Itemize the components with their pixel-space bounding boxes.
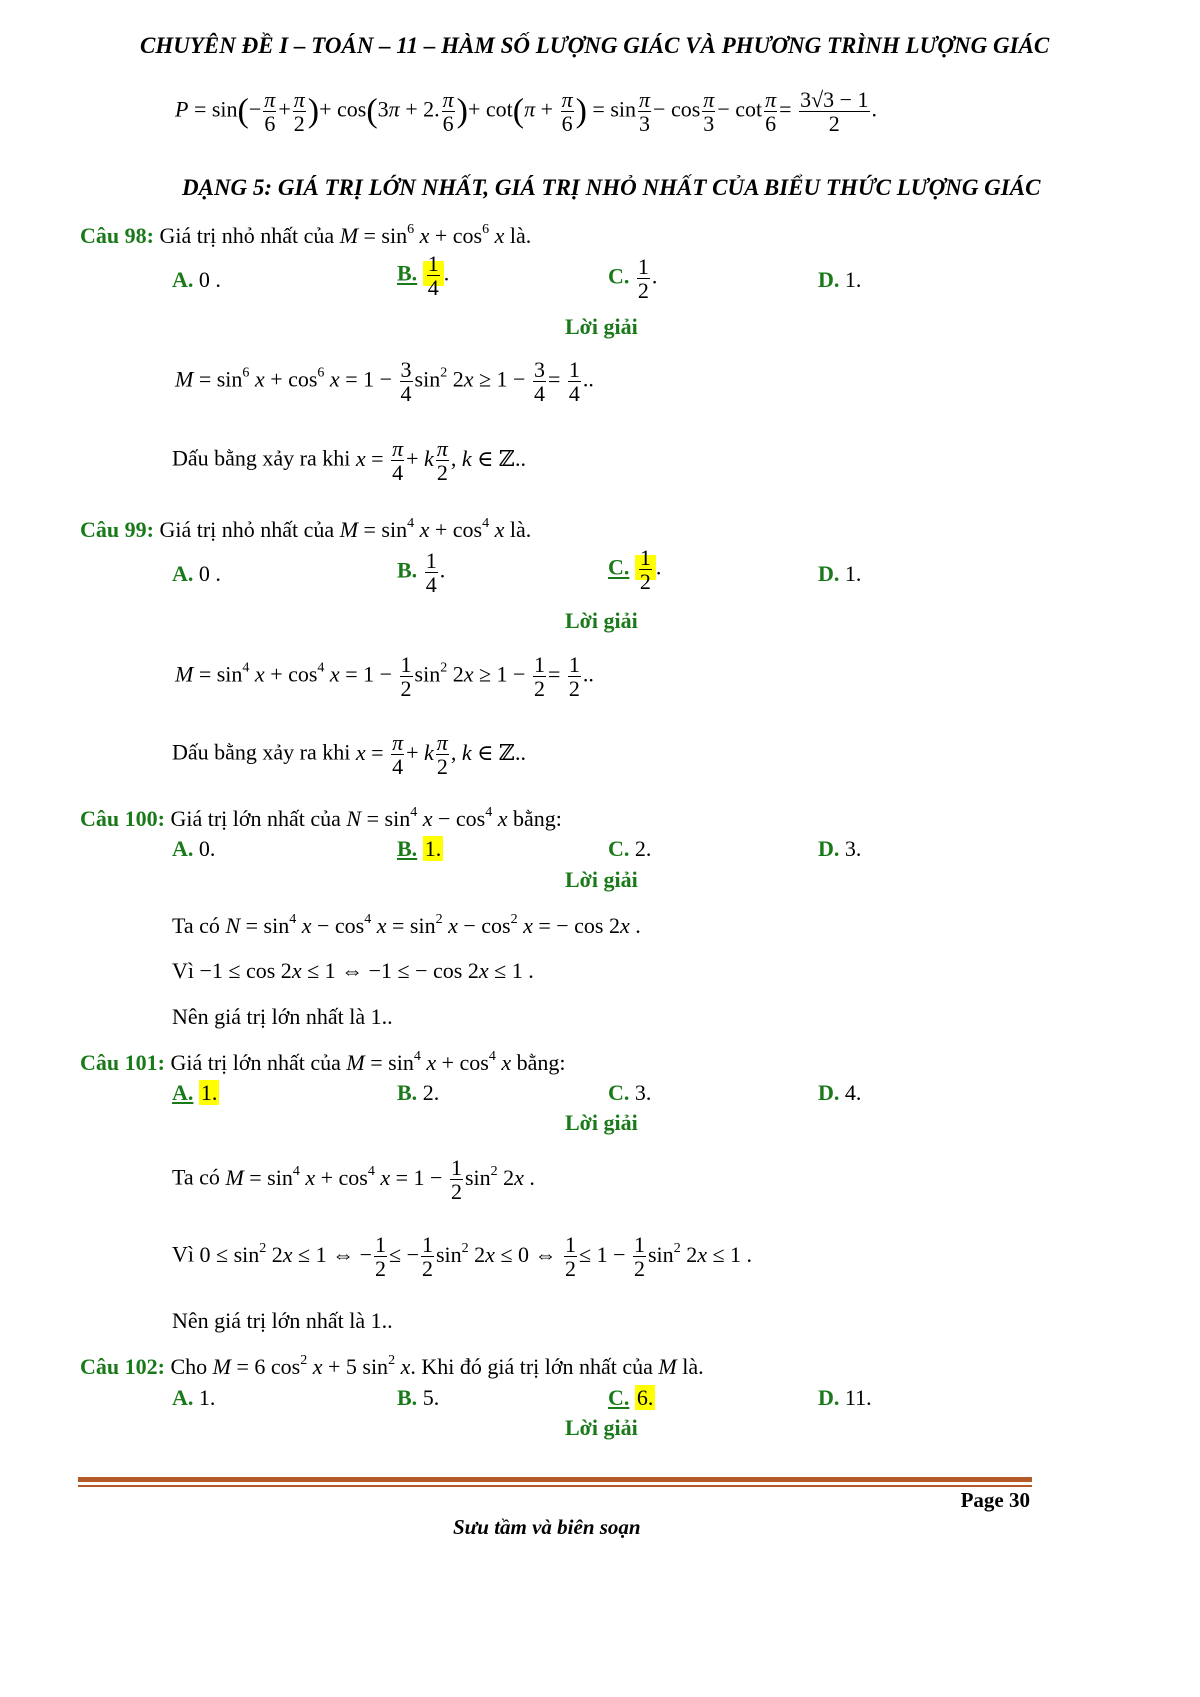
question-tail: là. <box>509 223 532 248</box>
question-tail: bằng: <box>512 806 562 831</box>
option-a[interactable]: A. 1. <box>172 1385 216 1410</box>
solution-101-line2: Vì $0 \le \sin^2 2x \le 1$ ⇔ − $\frac{1}{2}$ ≤ − $\frac{1}{2}$ $\sin^2 2x \le 0$ ⇔ $\frac{1}{2}$ ≤ 1 − $\frac{1}{2}$ $\sin^2 2x \le 1$ . <box>172 1232 753 1282</box>
question-text: Giá trị lớn nhất của <box>170 806 341 831</box>
question-102: Câu 102: Cho M = 6 $\cos^2 x + 5$ $\sin^2 x$. Khi đó giá trị lớn nhất của M là. <box>80 1353 704 1379</box>
solution-101-line3: Nên giá trị lớn nhất là 1.. <box>172 1308 393 1333</box>
question-label: Câu 100: <box>80 806 165 831</box>
p-expression: P = sin(− $\frac{\pi}{6}$ + $\frac{\pi}{2}$ )+ cos(3π + 2. $\frac{\pi}{6}$ )+ cot(π + $\frac{\pi}{6}$ ) = sin $\frac{\pi}{3}$ − cos $\frac{\pi}{3}$ − cot $\frac{\pi}{6}$ = $\frac{3√3 - 1}{2}$ . <box>175 87 878 137</box>
solution-label: Lời giải <box>565 314 638 339</box>
question-text: Cho <box>170 1354 208 1379</box>
option-b[interactable]: B. 1. <box>397 836 442 861</box>
question-100: Câu 100: Giá trị lớn nhất của $N = \sin^4 x - \cos^4 x$ bằng: <box>80 805 562 831</box>
page-number: Page 30 <box>960 1488 1030 1512</box>
option-c[interactable]: C. 3. <box>608 1080 652 1105</box>
solution-100-line3: Nên giá trị lớn nhất là 1.. <box>172 1004 393 1029</box>
question-label: Câu 102: <box>80 1354 165 1379</box>
question-text: Giá trị nhỏ nhất của <box>159 223 335 248</box>
option-c[interactable]: C. $\frac{1}{2}$ . <box>608 545 662 595</box>
solution-label: Lời giải <box>565 1415 638 1440</box>
question-tail: bằng: <box>516 1050 566 1075</box>
option-b[interactable]: B. $\frac{1}{4}$ . <box>397 251 450 301</box>
solution-label: Lời giải <box>565 1110 638 1135</box>
question-label: Câu 98: <box>80 223 154 248</box>
option-a[interactable]: A. 0 . <box>172 561 221 586</box>
option-b[interactable]: B. 5. <box>397 1385 440 1410</box>
footer-credit: Sưu tầm và biên soạn <box>453 1515 641 1539</box>
question-tail: là. <box>682 1354 704 1379</box>
option-c[interactable]: C. 6. <box>608 1385 654 1410</box>
option-d[interactable]: D. 1. <box>818 561 862 586</box>
option-c[interactable]: C. $\frac{1}{2}$ . <box>608 254 658 304</box>
question-text: Giá trị lớn nhất của <box>170 1050 341 1075</box>
solution-label: Lời giải <box>565 867 638 892</box>
solution-100-line2: Vì −1 ≤ cos 2x ≤ 1 ⇔ −1 ≤ − cos 2x ≤ 1 . <box>172 958 534 983</box>
question-101: Câu 101: Giá trị lớn nhất của $M = \sin^4 x + \cos^4 x$ bằng: <box>80 1049 566 1075</box>
option-d[interactable]: D. 3. <box>818 836 862 861</box>
option-a[interactable]: A. 1. <box>172 1080 218 1105</box>
question-tail: là. <box>509 517 532 542</box>
page-header: CHUYÊN ĐỀ I – TOÁN – 11 – HÀM SỐ LƯỢNG GIÁC VÀ PHƯƠNG TRÌNH LƯỢNG GIÁC <box>140 33 1050 58</box>
option-b[interactable]: B. 2. <box>397 1080 440 1105</box>
option-c[interactable]: C. 2. <box>608 836 652 861</box>
solution-99-equality: Dấu bằng xảy ra khi x = $\frac{\pi}{4}$ + k $\frac{\pi}{2}$ , k ∈ ℤ.. <box>172 730 526 780</box>
question-text: Giá trị nhỏ nhất của <box>159 517 335 542</box>
option-d[interactable]: D. 4. <box>818 1080 862 1105</box>
solution-101-line1: Ta có $M = \sin^4 x + \cos^4 x = 1$ − $\frac{1}{2}$ $\sin^2 2x$ . <box>172 1155 535 1205</box>
solution-98-eq: $M = \sin^6 x + \cos^6 x = 1$ − $\frac{3}{4}$ $\sin^2 2x \ge 1$ − $\frac{3}{4}$ = $\frac{1}{4}$ .. <box>175 357 594 407</box>
footer-rule-thick <box>78 1477 1032 1482</box>
solution-98-equality: Dấu bằng xảy ra khi x = $\frac{\pi}{4}$ + k $\frac{\pi}{2}$ , k ∈ ℤ.. <box>172 436 526 486</box>
option-b[interactable]: B. $\frac{1}{4}$ . <box>397 548 446 598</box>
question-98: Câu 98: Giá trị nhỏ nhất của $M = \sin^6 x + \cos^6 x$ là. <box>80 222 532 248</box>
option-d[interactable]: D. 11. <box>818 1385 872 1410</box>
question-99: Câu 99: Giá trị nhỏ nhất của $M = \sin^4 x + \cos^4 x$ là. <box>80 516 532 542</box>
footer-rule-thin <box>78 1485 1032 1487</box>
solution-99-eq: $M = \sin^4 x + \cos^4 x = 1$ − $\frac{1}{2}$ $\sin^2 2x \ge 1$ − $\frac{1}{2}$ = $\frac{1}{2}$ .. <box>175 652 594 702</box>
option-a[interactable]: A. 0 . <box>172 267 221 292</box>
question-label: Câu 99: <box>80 517 154 542</box>
solution-label: Lời giải <box>565 608 638 633</box>
solution-100-line1: Ta có $N = \sin^4 x - \cos^4 x = \sin^2 x - \cos^2 x$ = − cos 2x . <box>172 912 641 938</box>
section-title: DẠNG 5: GIÁ TRỊ LỚN NHẤT, GIÁ TRỊ NHỎ NHẤT CỦA BIỂU THỨC LƯỢNG GIÁC <box>182 175 1041 200</box>
option-d[interactable]: D. 1. <box>818 267 862 292</box>
option-a[interactable]: A. 0. <box>172 836 216 861</box>
question-label: Câu 101: <box>80 1050 165 1075</box>
